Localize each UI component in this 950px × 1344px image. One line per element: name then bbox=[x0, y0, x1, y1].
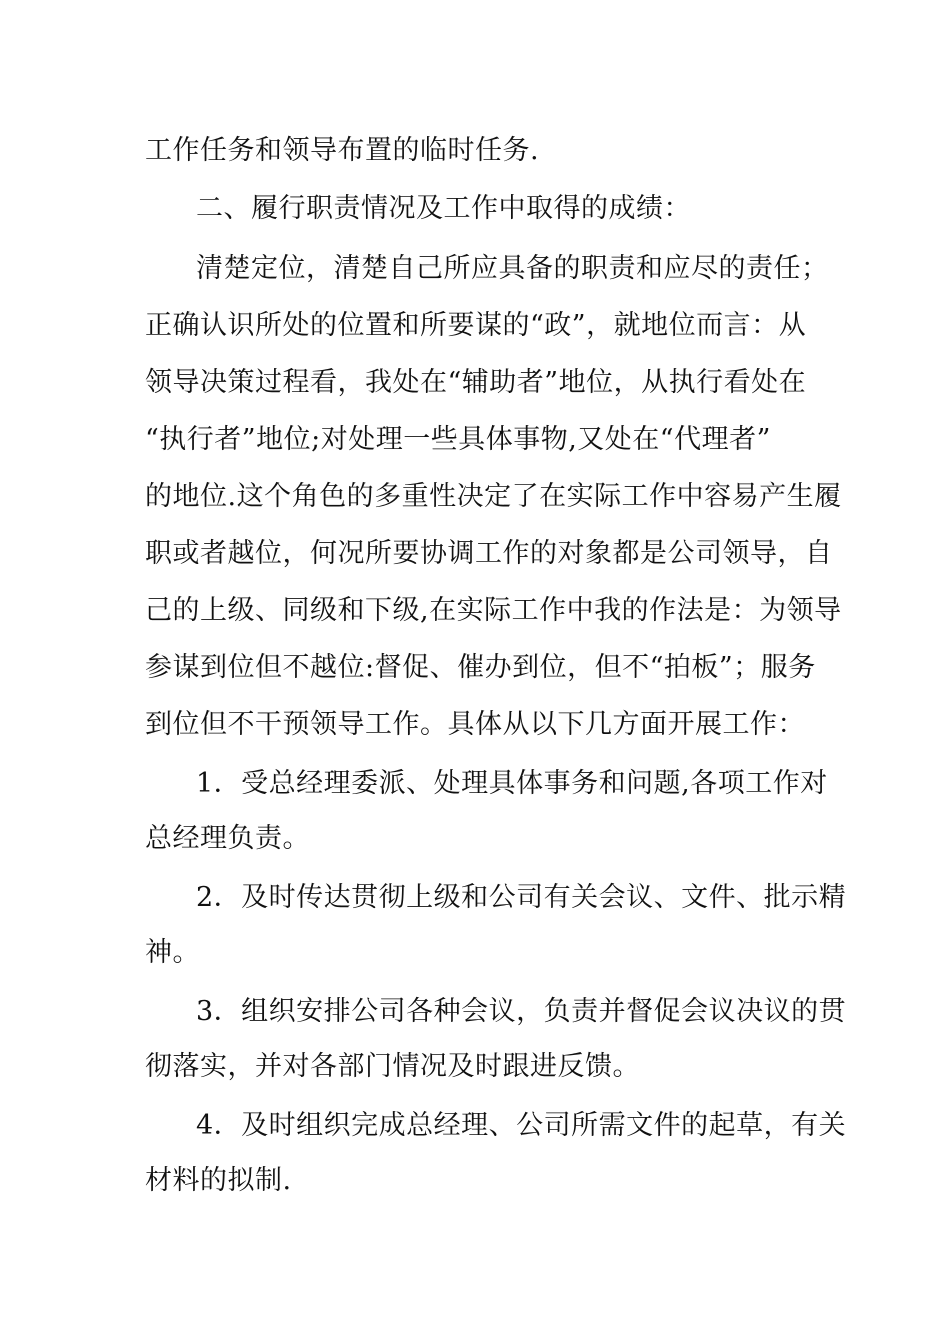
text-line: 己的上级、同级和下级,在实际工作中我的作法是：为领导 bbox=[145, 595, 842, 626]
text-line: 清楚定位，清楚自己所应具备的职责和应尽的责任； bbox=[196, 253, 829, 284]
text-line: 的地位.这个角色的多重性决定了在实际工作中容易产生履 bbox=[145, 481, 842, 512]
text-line: 领导决策过程看，我处在“辅助者”地位，从执行看处在 bbox=[145, 367, 807, 398]
list-item: 1．受总经理委派、处理具体事务和问题,各项工作对 bbox=[196, 768, 828, 799]
list-item: 2．及时传达贯彻上级和公司有关会议、文件、批示精 bbox=[196, 882, 847, 913]
text-line: 总经理负责。 bbox=[145, 823, 310, 854]
section-heading: 二、履行职责情况及工作中取得的成绩： bbox=[196, 193, 691, 224]
list-item: 4．及时组织完成总经理、公司所需文件的起草，有关 bbox=[196, 1110, 847, 1141]
text-line: 神。 bbox=[145, 937, 200, 968]
text-line: 工作任务和领导布置的临时任务. bbox=[145, 135, 540, 166]
text-line: 彻落实，并对各部门情况及时跟进反馈。 bbox=[145, 1051, 640, 1082]
text-line: 到位但不干预领导工作。具体从以下几方面开展工作： bbox=[145, 709, 805, 740]
text-line: 材料的拟制. bbox=[145, 1165, 292, 1196]
text-line: “执行者”地位;对处理一些具体事物,又处在“代理者” bbox=[145, 424, 771, 455]
list-item: 3．组织安排公司各种会议，负责并督促会议决议的贯 bbox=[196, 996, 847, 1027]
text-line: 参谋到位但不越位:督促、催办到位，但不“拍板”；服务 bbox=[145, 652, 816, 683]
text-line: 正确认识所处的位置和所要谋的“政”，就地位而言：从 bbox=[145, 310, 807, 341]
text-line: 职或者越位，何况所要协调工作的对象都是公司领导，自 bbox=[145, 538, 833, 569]
